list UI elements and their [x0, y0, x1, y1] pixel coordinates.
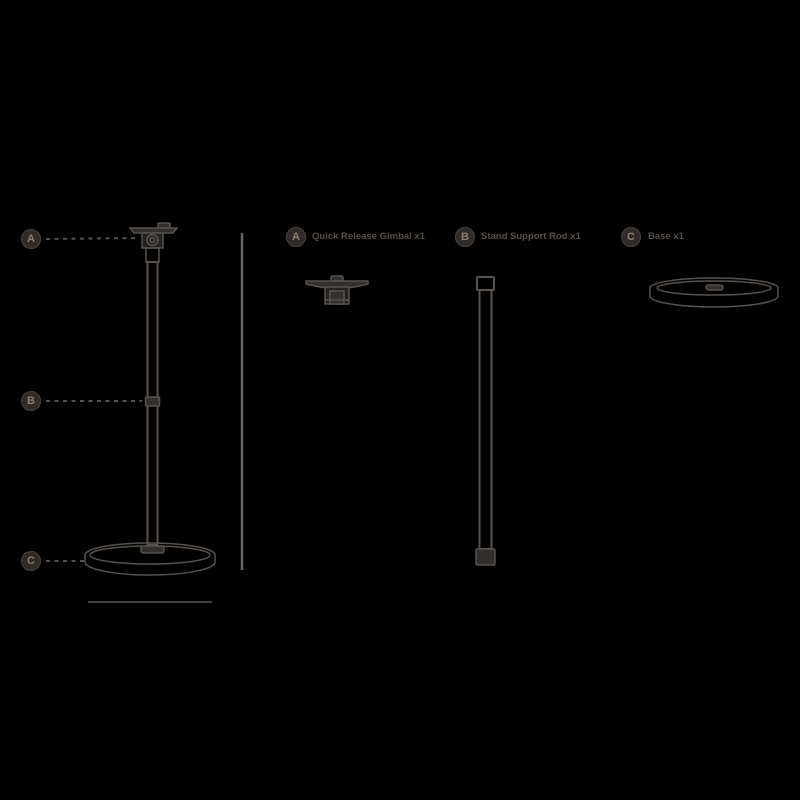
leader-line-a: [46, 238, 138, 239]
callout-badge-b: B: [21, 391, 41, 411]
stand-pole-drawing: [146, 262, 160, 545]
assembled-stand-drawing: [46, 223, 242, 602]
part-b-drawing: [476, 277, 495, 565]
part-a-label: Quick Release Gimbal x1: [312, 231, 426, 242]
part-c-badge: C: [621, 227, 641, 247]
gimbal-head-drawing: [130, 223, 177, 262]
part-b-label: Stand Support Rod x1: [481, 231, 581, 242]
stand-base-drawing: [85, 543, 215, 575]
callout-badge-a: A: [21, 229, 41, 249]
part-c-drawing: [650, 278, 778, 307]
part-c-label: Base x1: [648, 231, 684, 242]
part-a-badge: A: [286, 227, 306, 247]
callout-badge-c: C: [21, 551, 41, 571]
pole-joint: [146, 397, 160, 406]
part-b-badge: B: [455, 227, 475, 247]
part-a-drawing: [306, 276, 368, 304]
